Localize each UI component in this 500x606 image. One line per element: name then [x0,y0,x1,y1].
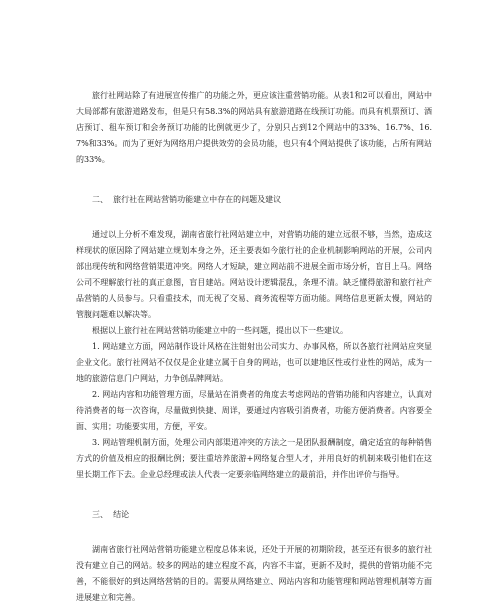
intro-paragraph: 旅行社网站除了有进展宣传推广的功能之外，更应该注重营销功能。从表1和2可以看出，网站中大局部都有旅游道路发布，但是只有58.3%的网站具有旅游道路在线预订功能。而具有机票预订、酒店预订、租车预订和会务预订功能的比例就更少了，分别只占到12个网站中的33%、16.7%、16.7%和33%。而为了更好为网络用户提供效劳的会员功能，也只有4个网站提供了该功能，占所有网站的33%。 [76,91,432,164]
spacer [76,523,432,542]
section-2-paragraph-2: 根据以上旅行社在网站营销功能建立中的一些问题，提出以下一些建议。 [92,326,348,335]
document-page [76,88,432,606]
spacer [76,483,432,507]
list-item-2: 2. 网站内容和功能管理方面，尽量站在消费者的角度去考虑网站的营销功能和内容建立，认真对待消费者的每一次咨询，尽量做到快捷、周详，要通过内容吸引消费者，功能方便消费者。内容要全面、实用；功能要实用，方便，平安。 [76,390,432,431]
section-3-heading: 三、 结论 [92,510,130,519]
section-3-paragraph-1: 湖南省旅行社网站营销功能建立程度总体来说，还处于开展的初期阶段，甚至还有很多的旅行社没有建立自己的网站。较多的网站的建立程度不高，内容不丰富，更新不及时，提供的营销功能不完善，不能很好的到达网络营销的目的。需要从网络建立、网站内容和功能管理和网站管理机制等方面进展建立和完善。 [76,545,432,602]
spacer [76,208,432,227]
spacer [76,168,432,192]
list-item-1: 1. 网站建立方面，网站制作设计风格在注钳射出公司实力、办事风格，所以各旅行社网站应突显企业文化。旅行社网站不仅仅是企业建立属于自身的网站，也可以建地区性或行业性的网站，成为一地的旅游信息门户网站，力争创品牌网站。 [76,342,432,383]
section-2-heading: 二、 旅行社在网站营销功能建立中存在的问题及建议 [92,195,282,204]
list-item-3: 3. 网站管理机制方面，处理公司内部渠道冲突的方法之一是团队报酬制度，确定适宜的每种销售方式的价值及相应的报酬比例；要注重培养旅游+网络复合型人才，并用良好的机制来吸引他们在这里长期工作下去。企业总经理或法人代表一定要亲临网络建立的最前沿，并作出评价与指导。 [76,438,432,479]
section-2-paragraph-1: 通过以上分析不难发现，湖南省旅行社网站建立中，对营销功能的建立远很不够，当然，造成这样现状的原因除了网站建立规划本身之外，还主要表如今旅行社的企业机制影响网站的开展，公司内部出现传统和网络营销渠道冲突。网络人才短缺，建立网站前不进展全面市场分析，盲目上马。网络公司不理解旅行社的真正意图，盲目建站。网站设计逻辑混乱，条理不清。缺乏懂得旅游和旅行社产品营销的人员参与。只看重技术，而无视了交易、商务流程等方面功能。网络信息更新太慢，网站的管腹问题难以解决等。 [76,230,432,319]
